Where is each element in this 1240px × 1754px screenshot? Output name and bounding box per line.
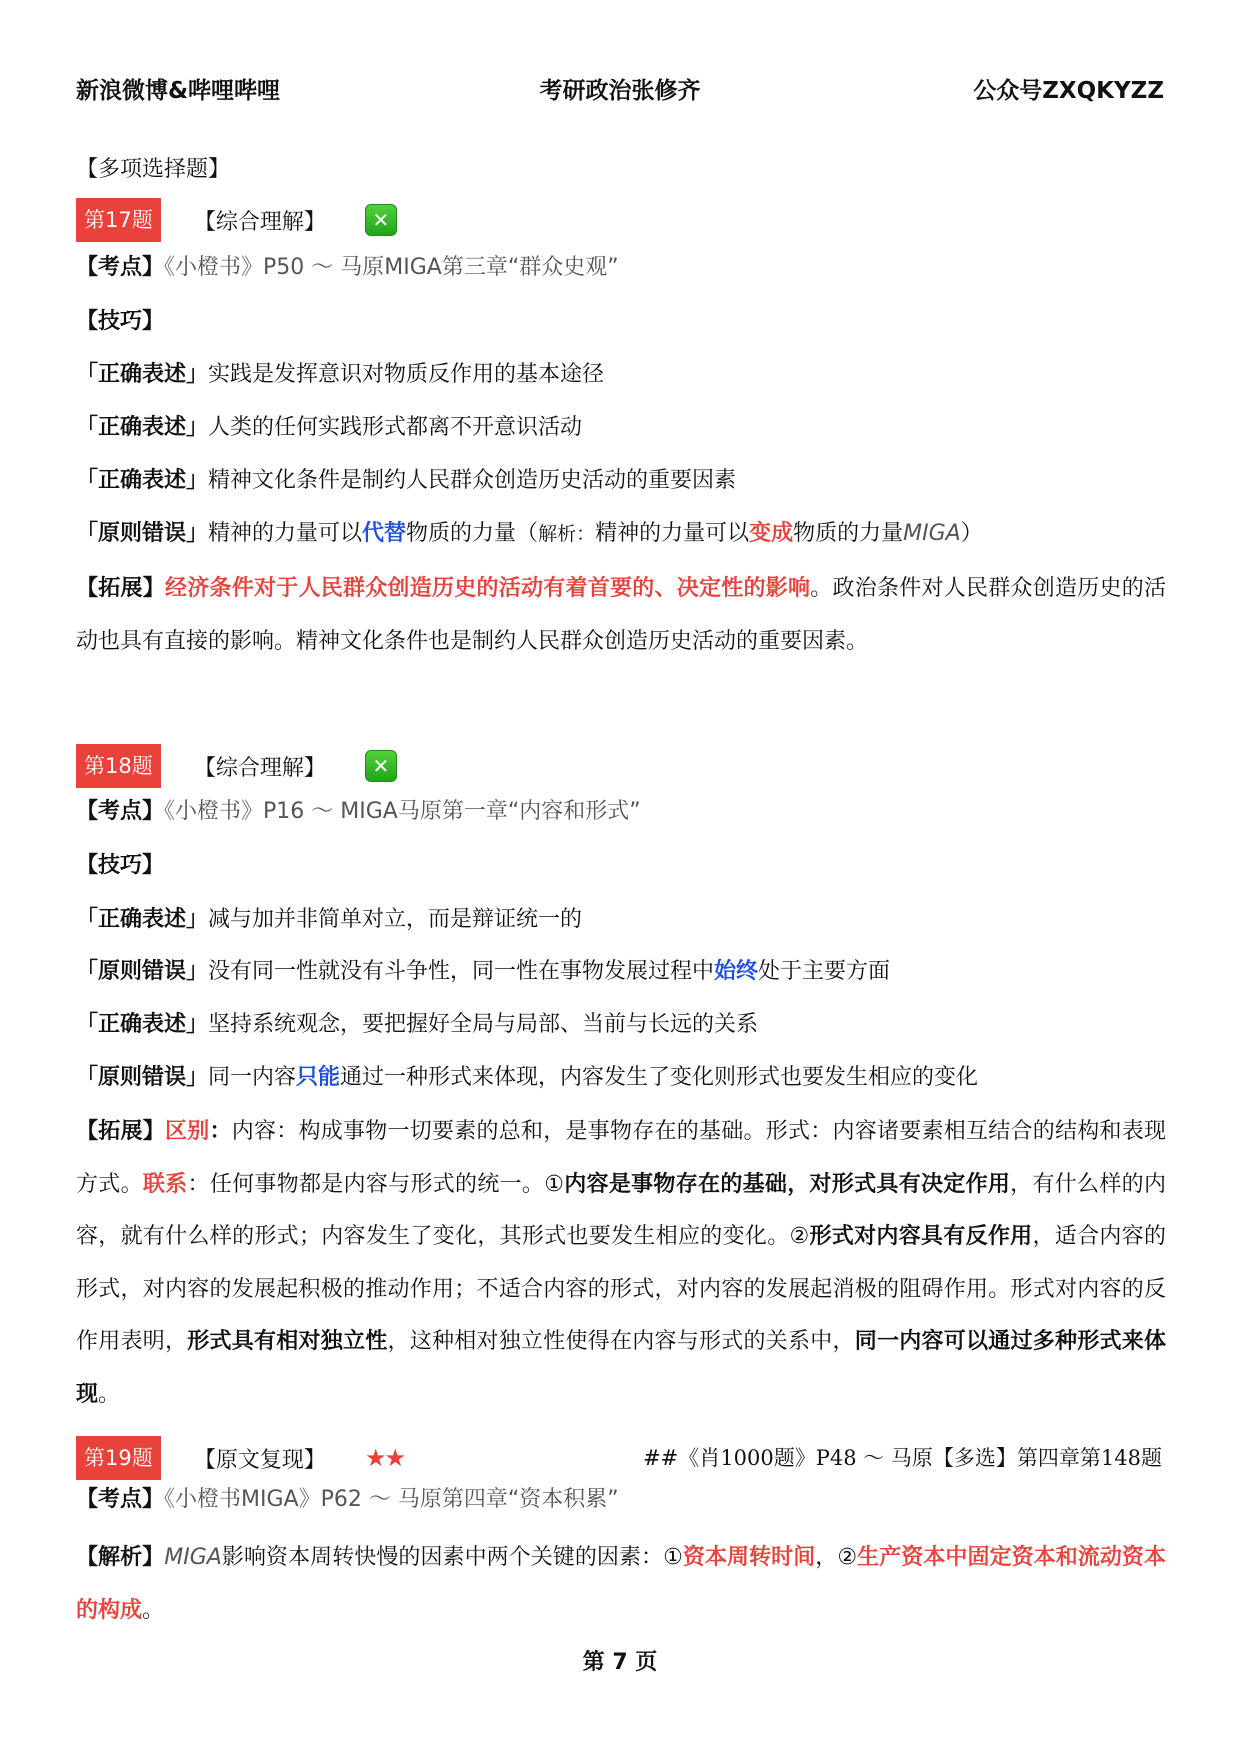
circled-number: ① xyxy=(663,1545,683,1570)
tuozhan-bold: 形式对内容具有反作用 xyxy=(809,1224,1033,1249)
kaodian-text: 《小橙书MIGA》P62 ～ 马原第四章“资本积累” xyxy=(164,1487,619,1512)
page-number: 第 7 页 xyxy=(582,1650,658,1675)
colon: ： xyxy=(209,1119,232,1144)
lianxi-label: 联系 xyxy=(142,1171,188,1197)
header-wechat-account: 公众号ZXQKYZZ xyxy=(973,78,1164,104)
highlight-blue: 只能 xyxy=(296,1065,341,1090)
question-19-jiexi xyxy=(76,1532,1166,1637)
statement-text: 实践是发挥意识对物质反作用的基本途径 xyxy=(208,362,605,387)
header-weibo-bilibili: 新浪微博&哔哩哔哩 xyxy=(76,78,281,104)
question-17-kaodian xyxy=(76,253,619,283)
statement xyxy=(76,905,582,935)
statement xyxy=(76,413,582,443)
tuozhan-text: 。 xyxy=(98,1381,121,1407)
tuozhan-text: ，适合内容的形式，对内容的发展起积极的推动作用；不适合内容的形式，对内容的发展起消极的阻碍作用。形式对内容的反作用表明， xyxy=(76,1224,1166,1354)
note-label: 解析： xyxy=(538,523,596,545)
tuozhan-highlight: 经济条件对于人民群众创造历史的活动有着首要的、决定性的影响 xyxy=(165,576,811,601)
statement xyxy=(76,957,890,987)
tuozhan-label: 【拓展】 xyxy=(76,1119,165,1144)
statement-label: 「正确表述」 xyxy=(76,468,209,493)
period: 。 xyxy=(142,1597,165,1623)
statement-label: 「正确表述」 xyxy=(76,415,209,440)
statement xyxy=(76,360,604,390)
jiexi-label: 【解析】 xyxy=(76,1545,165,1570)
statement-text: 人类的任何实践形式都离不开意识活动 xyxy=(208,415,583,440)
kaodian-label: 【考点】 xyxy=(76,799,165,824)
statement-text: 精神文化条件是制约人民群众创造历史活动的重要因素 xyxy=(208,468,737,493)
question-number-badge: 第17题 xyxy=(76,198,161,242)
tuozhan-bold: 内容是事物存在的基础，对形式具有决定作用 xyxy=(564,1171,1011,1197)
statement-label: 「原则错误」 xyxy=(76,1065,209,1090)
question-18-kaodian xyxy=(76,797,641,827)
statement-text: 坚持系统观念，要把握好全局与局部、当前与长远的关系 xyxy=(208,1012,759,1037)
question-type-label: 【综合理解】 xyxy=(193,755,326,781)
tuozhan-text: 。政治条件对人民群众创造历史的活动也具有直接的影响。精神文化条件也是制约人民群众创造历史活动的重要因素。 xyxy=(76,576,1166,654)
star-rating-icon: ★★ xyxy=(364,1444,404,1472)
tuozhan-bold: 同一内容可以通过多种形式来体现 xyxy=(76,1329,1166,1407)
statement-text: 通过一种形式来体现，内容发生了变化则形式也要发生相应的变化 xyxy=(340,1065,979,1090)
question-18-header xyxy=(76,744,397,788)
statement-text: 同一内容 xyxy=(208,1065,297,1090)
note-suffix: MIGA xyxy=(903,521,961,546)
statement-text: 精神的力量可以 xyxy=(208,521,363,546)
tuozhan-text: ：任何事物都是内容与形式的统一。① xyxy=(187,1171,565,1197)
jiexi-text: 影响资本周转快慢的因素中两个关键的因素： xyxy=(221,1545,664,1570)
statement-label: 「正确表述」 xyxy=(76,362,209,387)
question-17-header xyxy=(76,198,397,242)
tuozhan-text: ，有什么样的内容，就有什么样的形式；内容发生了变化，其形式也要发生相应的变化。② xyxy=(76,1171,1166,1249)
tuozhan-bold: 形式具有相对独立性 xyxy=(187,1329,388,1354)
section-title: 【多项选择题】 xyxy=(76,157,231,182)
tuozhan-text: 内容：构成事物一切要素的总和，是事物存在的基础。形式：内容诸要素相互结合的结构和表现方式。 xyxy=(76,1119,1166,1197)
statement xyxy=(76,519,983,549)
question-number-badge: 第19题 xyxy=(76,1436,161,1480)
kaodian-text: 《小橙书》P16 ～ MIGA马原第一章“内容和形式” xyxy=(164,799,641,824)
statement-text: 没有同一性就没有斗争性，同一性在事物发展过程中 xyxy=(208,959,715,984)
statement-label: 「原则错误」 xyxy=(76,521,209,546)
kaodian-label: 【考点】 xyxy=(76,255,165,280)
highlight-blue: 始终 xyxy=(714,959,759,984)
statement xyxy=(76,1063,978,1093)
question-19-reference: ##《肖1000题》P48 ～ 马原【多选】第四章第148题 xyxy=(643,1446,1162,1470)
statement-label: 「正确表述」 xyxy=(76,1012,209,1037)
jiexi-highlight: 生产资本中固定资本和流动资本的构成 xyxy=(76,1545,1166,1623)
question-number-badge: 第18题 xyxy=(76,744,161,788)
circled-number: ② xyxy=(837,1545,858,1570)
header-title: 考研政治张修齐 xyxy=(539,78,701,104)
question-19-header xyxy=(76,1436,404,1480)
tuozhan-label: 【拓展】 xyxy=(76,576,165,601)
note-text: 物质的力量 xyxy=(793,521,904,546)
statement-text: 处于主要方面 xyxy=(758,959,891,984)
jiexi-prefix: MIGA xyxy=(164,1545,222,1570)
note-text: 精神的力量可以 xyxy=(595,521,750,546)
statement-text: 物质的力量（ xyxy=(406,521,539,546)
highlight-blue: 代替 xyxy=(362,521,407,546)
question-18-tuozhan xyxy=(76,1106,1166,1421)
kaodian-label: 【考点】 xyxy=(76,1487,165,1512)
statement-label: 「原则错误」 xyxy=(76,959,209,984)
question-type-label: 【原文复现】 xyxy=(193,1447,326,1473)
cross-mark-icon: ✕ xyxy=(365,750,397,782)
separator: ， xyxy=(815,1545,838,1570)
jiqiao-label: 【技巧】 xyxy=(76,309,165,334)
statement-label: 「正确表述」 xyxy=(76,907,209,932)
question-17-tuozhan xyxy=(76,563,1166,668)
note-close: ） xyxy=(960,521,983,546)
statement xyxy=(76,466,736,496)
question-19-kaodian xyxy=(76,1485,619,1515)
tuozhan-text: ，这种相对独立性使得在内容与形式的关系中， xyxy=(387,1329,855,1354)
highlight-red: 变成 xyxy=(749,521,794,546)
question-type-label: 【综合理解】 xyxy=(193,209,326,235)
statement xyxy=(76,1010,758,1040)
kaodian-text: 《小橙书》P50 ～ 马原MIGA第三章“群众史观” xyxy=(164,255,619,280)
jiexi-highlight: 资本周转时间 xyxy=(682,1545,816,1570)
jiqiao-label: 【技巧】 xyxy=(76,853,165,878)
statement-text: 减与加并非简单对立，而是辩证统一的 xyxy=(208,907,583,932)
cross-mark-icon: ✕ xyxy=(365,204,397,236)
qubie-label: 区别 xyxy=(165,1119,210,1144)
